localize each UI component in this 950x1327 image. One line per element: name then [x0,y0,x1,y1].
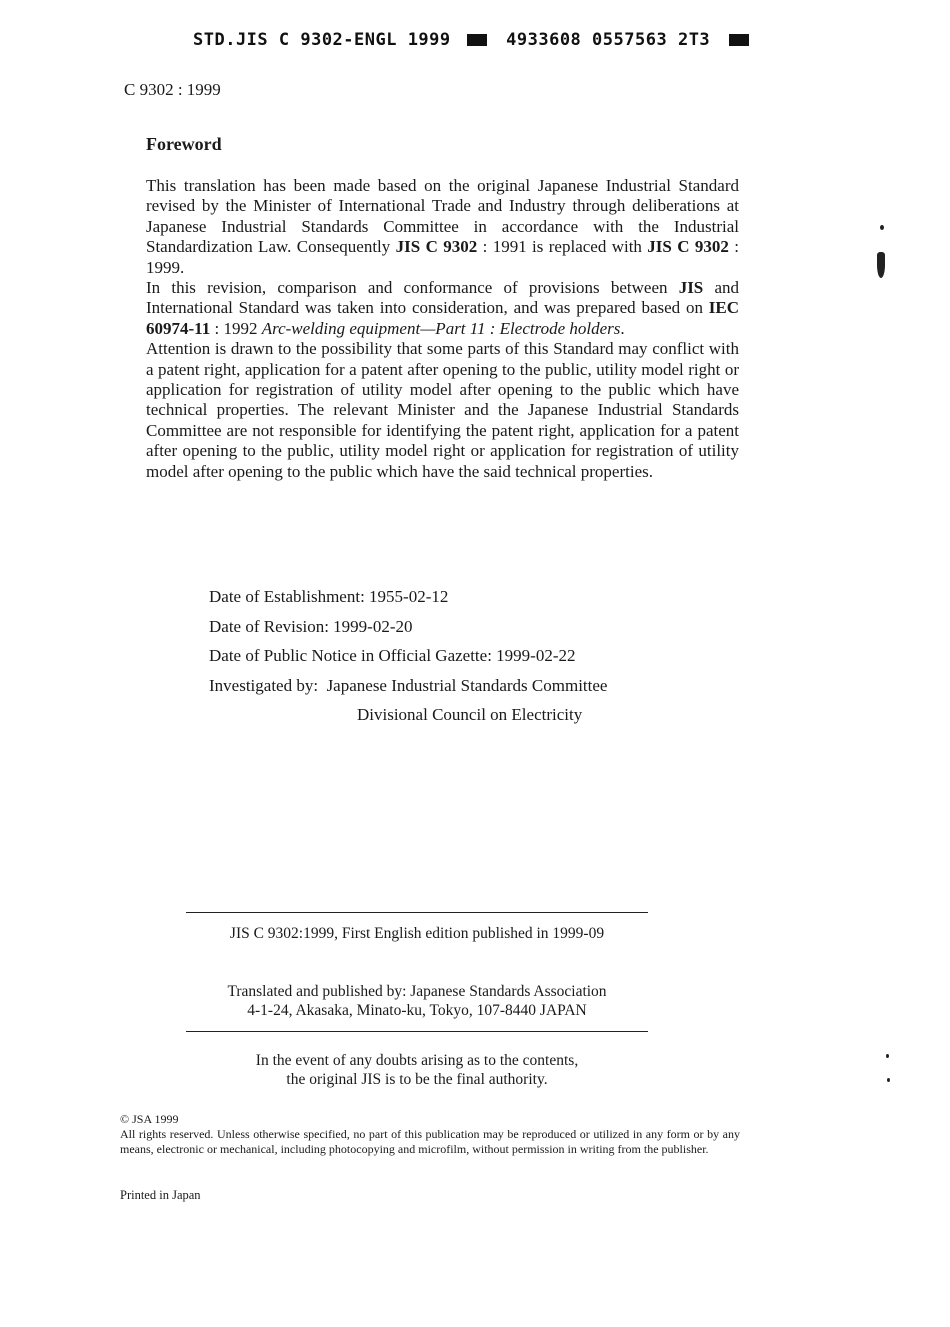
authority-note [186,1051,648,1089]
rights-statement: All rights reserved. Unless otherwise specified, no part of this publication may be reproduced or utilized in any form or by any means, electronic or mechanical, including photocopying and microfilm, without permission in writing from the publisher. [120,1127,740,1156]
foreword-paragraph-1 [146,176,739,278]
text-run: : 1999. [146,237,739,277]
copyright-notice: © JSA 1999 [120,1112,179,1126]
jis-label: JIS [678,278,704,298]
header-code-strip [193,30,749,50]
header-code: STD.JIS C 9302-ENGL 1999 [193,30,451,50]
investigated-by-council: Divisional Council on Electricity [357,705,583,724]
date-of-public-notice: Date of Public Notice in Official Gazette: 1999-02-22 [209,646,576,665]
foreword-body [146,176,739,482]
investigated-by-label: Investigated by: [209,675,319,695]
publisher-address: 4-1-24, Akasaka, Minato-ku, Tokyo, 107-8440 JAPAN [247,1002,587,1019]
header-serial-a: 4933608 [506,30,582,50]
header-serial-b: 0557563 [592,30,668,50]
authority-line-1: In the event of any doubts arising as to the contents, [255,1052,579,1069]
authority-line-2: the original JIS is to be the final authority. [286,1071,548,1088]
foreword-paragraph-3: Attention is drawn to the possibility that some parts of this Standard may conflict with a patent right, application for a patent after opening to the public, utility model right or application for registration of utility model after opening to the public which have technical properties. The relevant Minister and the Japanese Industrial Standards Committee are not responsible for identifying the patent right, application for a patent after opening to the public, utility model right or application for registration of utility model after opening to the public which have the said technical properties. [146,339,739,481]
publisher-line-1: Translated and published by: Japanese Standards Association [227,983,607,1000]
jis-reference-old: JIS C 9302 [395,237,478,257]
scan-speck [886,1054,889,1058]
text-run: . [620,318,625,338]
text-run: This translation has been made based on the original Japanese Industrial Standard revised by the Minister of International Trade and Industry through deliberations at Japanese Industrial Standards Committee in accordance with the Industrial Standardization Law. Consequently [146,176,739,257]
divider-top [186,912,648,913]
scan-speck [887,1078,890,1082]
copyright-block [120,1112,740,1157]
date-of-revision: Date of Revision: 1999-02-20 [209,616,413,636]
text-run: and International Standard was taken into consideration, and was prepared based on [146,278,740,318]
barcode-block-mark-end [729,34,749,46]
text-run: : 1992 [210,318,262,338]
date-of-establishment: Date of Establishment: 1955-02-12 [209,587,449,606]
iec-title: Arc-welding equipment—Part 11 : Electrode holders [261,318,621,338]
iec-reference: IEC 60974-11 [146,298,739,338]
publisher-block [186,982,648,1020]
divider-bottom [186,1031,648,1032]
standard-number: C 9302 : 1999 [124,80,221,99]
edition-statement: JIS C 9302:1999, First English edition published in 1999-09 [229,925,605,942]
printed-in: Printed in Japan [120,1188,201,1202]
investigated-by-row [209,671,607,701]
foreword-paragraph-2 [146,278,739,339]
scan-speck [880,225,884,230]
foreword-heading: Foreword [146,134,222,154]
text-run: : 1991 is replaced with [477,237,648,257]
header-serial-c: 2T3 [677,30,711,50]
scan-blot [877,252,885,278]
jis-reference-new: JIS C 9302 [647,237,729,257]
barcode-block-mark [467,34,487,46]
text-run: In this revision, comparison and conformance of provisions between [146,278,679,298]
investigated-by-committee: Japanese Industrial Standards Committee [326,675,608,695]
dates-block [209,582,607,730]
